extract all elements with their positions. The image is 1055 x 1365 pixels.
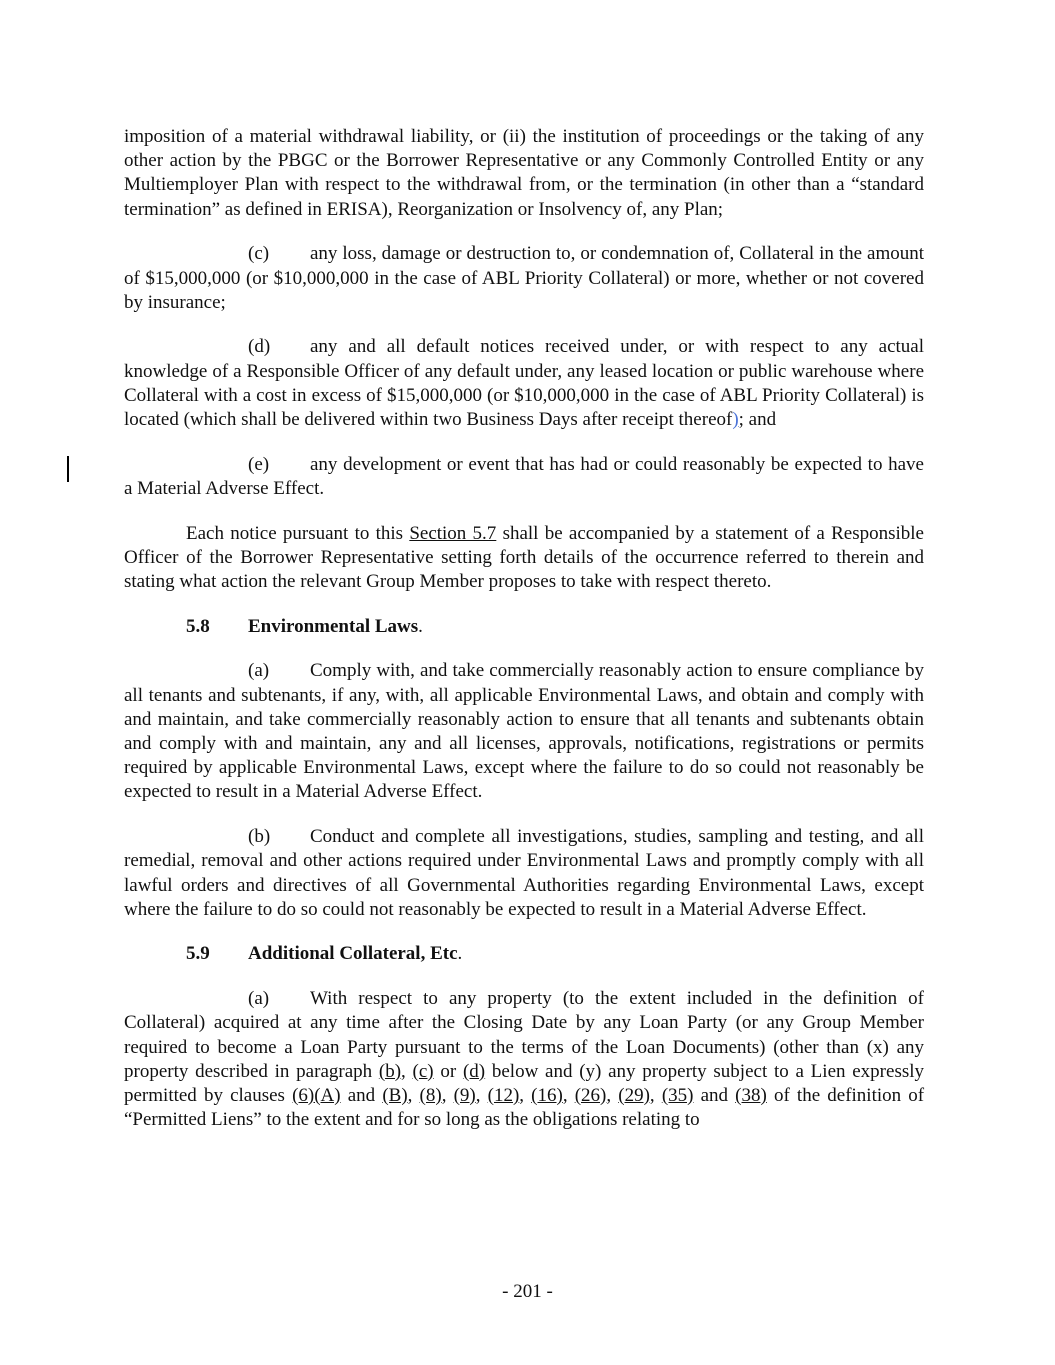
cross-reference-12[interactable]: (12)	[487, 1085, 520, 1106]
item-text-5-8-a: Comply with, and take commercially reasonably action to ensure compliance by all tenants and subtenants, if any, with, all applicable Environmental Laws, and obtain and comply with and maintain, and take commercially reasonably action to ensure that all tenants and subtenants obtain and comply with and maintain, any and all licenses, approvals, notifications, registrations or permits required by applicable Environmental Laws, except where the failure to do so could not reasonably be expected to result in a Material Adverse Effect.	[124, 660, 924, 803]
section-heading-5-9	[186, 942, 924, 966]
item-text-5-8-b: Conduct and complete all investigations, studies, sampling and testing, and all remedial, removal and other actions required under Environmental Laws and promptly comply with all lawful orders and directives of all Governmental Authorities regarding Environmental Laws, except where the failure to do so could not reasonably be expected to result in a Material Adverse Effect.	[124, 826, 924, 920]
item-text-segment: With respect to any property (to the extent included in the definition of Collateral) acquired at any time after the Closing Date by any Loan Party (or any Group Member required to become a Loan Party pursuant to the terms of the Loan Documents) (other than (x) any property described in paragraph	[124, 988, 924, 1082]
cross-reference-d[interactable]: (d)	[462, 1060, 486, 1082]
list-item-5-8-a	[124, 659, 924, 804]
section-title: Environmental Laws	[248, 615, 419, 637]
item-text-segment: ,	[475, 1085, 488, 1106]
item-label-5-8-b: (b)	[248, 826, 271, 848]
cross-reference-B[interactable]: (B)	[382, 1085, 408, 1106]
cross-reference-29[interactable]: (29)	[618, 1085, 650, 1106]
item-label-c: (c)	[248, 243, 270, 265]
list-item-5-8-b	[124, 825, 924, 922]
cross-reference-35[interactable]: (35)	[661, 1085, 694, 1106]
list-item-d	[124, 335, 924, 432]
item-label-5-9-a: (a)	[248, 988, 270, 1010]
cross-reference-c[interactable]: (c)	[412, 1060, 434, 1082]
item-text-segment: and	[340, 1085, 383, 1106]
item-text-e: any development or event that has had or could reasonably be expected to have a Material Adverse Effect.	[124, 453, 924, 499]
item-text-d: any and all default notices received under, or with respect to any actual knowledge of a Responsible Officer of any default under, any leased location or public warehouse where Collateral with a cost in excess of $15,000,000 (or $10,000,000 in the case of ABL Priority Collateral) is located (which shall be delivered within two Business Days after receipt thereof	[124, 336, 924, 431]
cross-reference-6a[interactable]: (6)(A)	[292, 1085, 341, 1106]
item-label-e: (e)	[248, 453, 270, 475]
item-label-5-8-a: (a)	[248, 660, 270, 682]
list-item-e	[124, 453, 924, 501]
notice-text-pre: Each notice pursuant to this	[186, 522, 410, 544]
revision-change-bar	[67, 456, 69, 482]
cross-reference-b[interactable]: (b)	[378, 1060, 402, 1082]
list-item-c	[124, 242, 924, 315]
section-5-7-cross-reference[interactable]: Section 5.7	[409, 522, 497, 544]
section-heading-5-8	[186, 615, 924, 639]
item-text-segment: ,	[519, 1085, 532, 1106]
item-text-segment: and	[693, 1085, 736, 1106]
item-text-segment: ,	[562, 1085, 575, 1106]
document-page-body	[124, 125, 924, 1153]
cross-reference-26[interactable]: (26)	[574, 1085, 607, 1106]
item-text-segment: ,	[407, 1085, 420, 1106]
item-text-segment: below and (y) any property subject to a Lien expressly permitted by clauses	[124, 1060, 925, 1106]
paragraph-continuation: imposition of a material withdrawal liability, or (ii) the institution of proceedings or the taking of any other action by the PBGC or the Borrower Representative or any Commonly Controlled Entity or any Multiemployer Plan with respect to the withdrawal from, or the termination (in other than a “standard termination” as defined in ERISA), Reorganization or Insolvency of, any Plan;	[124, 126, 924, 220]
item-label-d: (d)	[248, 336, 271, 358]
section-title-period: .	[457, 943, 463, 965]
section-title-period: .	[418, 615, 423, 637]
notice-paragraph	[124, 522, 924, 595]
item-text-segment: or	[433, 1060, 463, 1082]
item-text-c: any loss, damage or destruction to, or condemnation of, Collateral in the amount of $15,000,000 (or $10,000,000 in the case of ABL Priority Collateral) or more, whether or not covered by insurance;	[124, 243, 924, 313]
section-number: 5.8	[186, 615, 210, 637]
item-text-segment: of the definition of “Permitted Liens” to the extent and for so long as the obligations relating to	[124, 1085, 925, 1131]
item-text-segment: ,	[606, 1085, 619, 1106]
item-text-segment: ,	[401, 1060, 413, 1082]
list-item-5-9-a	[124, 987, 924, 1132]
cross-reference-9[interactable]: (9)	[453, 1085, 476, 1106]
cross-reference-8[interactable]: (8)	[419, 1085, 442, 1106]
item-text-d-tail: ; and	[738, 409, 777, 431]
revision-mark-link[interactable]: )	[732, 409, 739, 431]
cross-reference-16[interactable]: (16)	[531, 1085, 563, 1106]
section-number: 5.9	[186, 943, 210, 965]
item-text-segment: ,	[441, 1085, 454, 1106]
page-number: - 201 -	[502, 1281, 553, 1302]
cross-reference-38[interactable]: (38)	[735, 1085, 767, 1106]
section-title: Additional Collateral, Etc	[248, 943, 458, 965]
item-text-segment: ,	[649, 1085, 662, 1106]
notice-text-post: shall be accompanied by a statement of a Responsible Officer of the Borrower Representative setting forth details of the occurrence referred to therein and stating what action the relevant Group Member proposes to take with respect thereto.	[124, 522, 924, 593]
